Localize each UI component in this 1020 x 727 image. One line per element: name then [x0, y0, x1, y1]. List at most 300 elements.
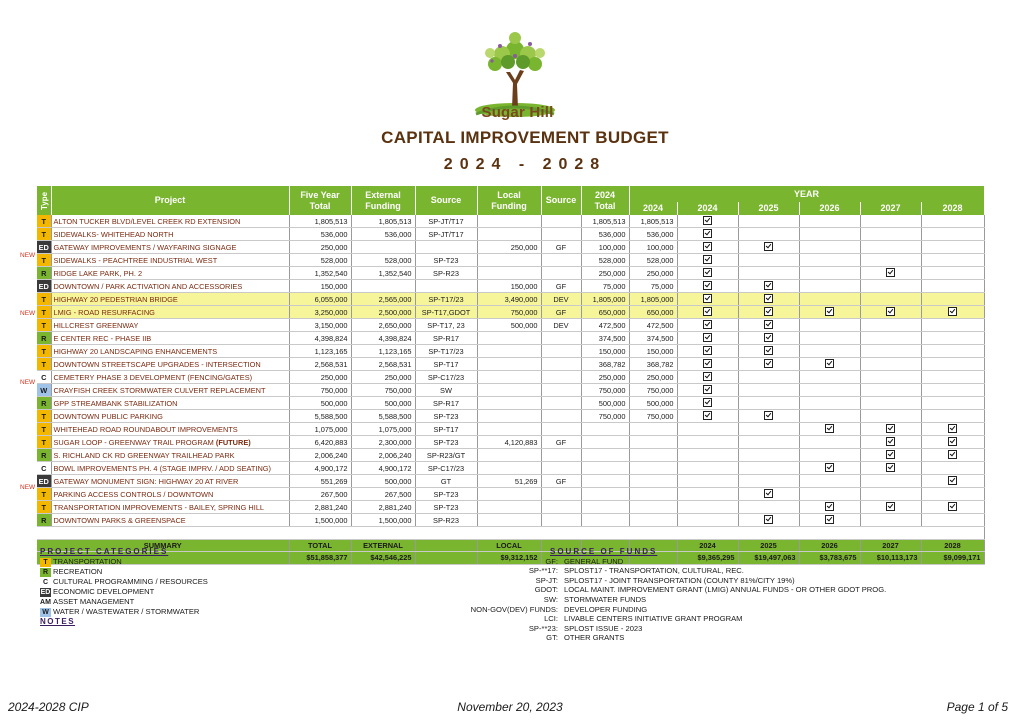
year-check-cell [921, 319, 984, 332]
year-check-cell [921, 436, 984, 449]
year-2024-amount: 1,805,513 [629, 215, 677, 228]
checkbox-icon [703, 320, 712, 329]
year-check-cell [799, 475, 860, 488]
checkbox-icon [703, 294, 712, 303]
year-check-cell [738, 345, 799, 358]
table-row [37, 267, 984, 280]
source-item [430, 557, 900, 567]
category-code: T [40, 558, 51, 567]
year-check-cell [921, 501, 984, 514]
total-2024: 368,782 [581, 358, 629, 371]
source-value: DEVELOPER FUNDING [564, 604, 648, 614]
summary-year-label: 2025 [738, 539, 799, 552]
year-2024-amount: 472,500 [629, 319, 677, 332]
checkbox-icon [948, 424, 957, 433]
summary-year-label: 2027 [860, 539, 921, 552]
external-funding: 2,500,000 [351, 306, 415, 319]
year-check-cell [860, 358, 921, 371]
year-check-cell [799, 488, 860, 501]
project-name [51, 449, 289, 462]
summary-year-total: $10,113,173 [860, 552, 921, 565]
col-source: Source [415, 186, 477, 215]
external-funding: 1,500,000 [351, 514, 415, 527]
checkbox-icon [764, 515, 773, 524]
category-label: TRANSPORTATION [53, 556, 122, 566]
year-check-cell [677, 293, 738, 306]
funding-source: SW [415, 384, 477, 397]
new-tag: NEW [20, 309, 36, 317]
year-check-cell [799, 436, 860, 449]
year-2024-amount: 100,000 [629, 241, 677, 254]
year-check-cell [799, 397, 860, 410]
year-check-cell [799, 462, 860, 475]
year-check-cell [799, 449, 860, 462]
year-check-cell [738, 475, 799, 488]
category-item [40, 567, 300, 577]
year-check-cell [677, 423, 738, 436]
checkbox-icon [703, 216, 712, 225]
project-name [51, 319, 289, 332]
source-value: LIVABLE CENTERS INITIATIVE GRANT PROGRAM [564, 614, 743, 624]
new-tag: NEW [20, 483, 36, 491]
category-item [40, 587, 300, 597]
total-2024: 472,500 [581, 319, 629, 332]
year-check-cell [738, 449, 799, 462]
local-source: GF [541, 475, 581, 488]
type-code: R [37, 514, 51, 527]
source-value: OTHER GRANTS [564, 633, 625, 643]
col-year-group: YEAR [629, 186, 984, 202]
summary-local: $9,312,152 [477, 552, 541, 565]
summary-year-total: $9,365,295 [677, 552, 738, 565]
checkbox-icon [825, 515, 834, 524]
year-check-cell [677, 319, 738, 332]
project-label: BOWL IMPROVEMENTS PH. 4 (STAGE IMPRV. / ADD SEATING) [53, 463, 272, 473]
type-code: W [37, 384, 51, 397]
year-check-cell [799, 358, 860, 371]
summary-label: SUMMARY [37, 539, 289, 552]
funding-source [415, 280, 477, 293]
local-source: DEV [541, 319, 581, 332]
five-year-total: 2,881,240 [289, 501, 351, 514]
year-check-cell [738, 228, 799, 241]
source-key: SP-**17: [528, 566, 558, 576]
funding-source: SP-C17/23 [415, 462, 477, 475]
year-check-cell [799, 423, 860, 436]
year-check-cell [677, 410, 738, 423]
year-check-cell [677, 436, 738, 449]
type-code: R [37, 267, 51, 280]
local-source [541, 358, 581, 371]
summary-year-total: $3,783,675 [799, 552, 860, 565]
project-name [51, 423, 289, 436]
year-check-cell [677, 514, 738, 527]
year-check-cell [799, 293, 860, 306]
type-code: ED [37, 475, 51, 488]
external-funding: 250,000 [351, 371, 415, 384]
col-year-1: 2024 [677, 202, 738, 215]
project-name [51, 215, 289, 228]
year-check-cell [799, 280, 860, 293]
local-funding: 250,000 [477, 241, 541, 254]
year-check-cell [860, 423, 921, 436]
checkbox-icon [825, 359, 834, 368]
type-code: T [37, 358, 51, 371]
table-row [37, 436, 984, 449]
year-check-cell [799, 514, 860, 527]
year-check-cell [921, 371, 984, 384]
external-funding: 4,398,824 [351, 332, 415, 345]
year-check-cell [860, 293, 921, 306]
external-funding [351, 241, 415, 254]
year-check-cell [921, 267, 984, 280]
year-check-cell [677, 397, 738, 410]
source-item [430, 585, 900, 595]
local-funding [477, 254, 541, 267]
category-code: C [40, 578, 51, 587]
checkbox-icon [703, 372, 712, 381]
total-2024 [581, 475, 629, 488]
year-check-cell [677, 228, 738, 241]
type-code: T [37, 228, 51, 241]
year-check-cell [860, 449, 921, 462]
five-year-total: 4,900,172 [289, 462, 351, 475]
local-source [541, 410, 581, 423]
local-funding [477, 501, 541, 514]
external-funding: 2,006,240 [351, 449, 415, 462]
local-source [541, 462, 581, 475]
five-year-total: 267,500 [289, 488, 351, 501]
col-year-3: 2026 [799, 202, 860, 215]
local-source: GF [541, 436, 581, 449]
funding-source: SP-R17 [415, 332, 477, 345]
source-heading: SOURCE OF FUNDS [550, 547, 658, 556]
project-name [51, 293, 289, 306]
external-funding: 500,000 [351, 397, 415, 410]
year-check-cell [738, 371, 799, 384]
category-item [40, 557, 300, 567]
year-check-cell [921, 228, 984, 241]
local-funding [477, 514, 541, 527]
five-year-total: 150,000 [289, 280, 351, 293]
project-label: CEMETERY PHASE 3 DEVELOPMENT (FENCING/GATES) [53, 372, 253, 382]
five-year-total: 528,000 [289, 254, 351, 267]
five-year-total: 551,269 [289, 475, 351, 488]
checkbox-icon [764, 489, 773, 498]
five-year-total: 1,352,540 [289, 267, 351, 280]
year-check-cell [738, 488, 799, 501]
col-2024-total: 2024 Total [581, 186, 629, 215]
checkbox-icon [764, 411, 773, 420]
year-check-cell [860, 215, 921, 228]
source-key: SP-JT: [535, 575, 558, 585]
year-2024-amount: 250,000 [629, 267, 677, 280]
total-2024 [581, 488, 629, 501]
local-source: GF [541, 241, 581, 254]
project-label: ALTON TUCKER BLVD/LEVEL CREEK RD EXTENSION [53, 216, 241, 226]
summary-local-label: LOCAL [477, 539, 541, 552]
local-funding [477, 488, 541, 501]
year-check-cell [799, 267, 860, 280]
year-check-cell [677, 241, 738, 254]
project-name [51, 462, 289, 475]
footer-left: 2024-2028 CIP [8, 700, 89, 714]
year-2024-amount [629, 475, 677, 488]
year-check-cell [677, 332, 738, 345]
table-row [37, 280, 984, 293]
checkbox-icon [764, 242, 773, 251]
year-check-cell [677, 306, 738, 319]
year-check-cell [921, 306, 984, 319]
checkbox-icon [825, 424, 834, 433]
year-check-cell [860, 514, 921, 527]
col-year-2: 2025 [738, 202, 799, 215]
type-code: T [37, 215, 51, 228]
funding-source: SP-T23 [415, 410, 477, 423]
checkbox-icon [703, 333, 712, 342]
year-check-cell [677, 254, 738, 267]
project-label: TRANSPORTATION IMPROVEMENTS - BAILEY, SPRING HILL [53, 502, 265, 512]
new-tag: NEW [20, 251, 36, 259]
funding-source: SP-C17/23 [415, 371, 477, 384]
five-year-total: 3,150,000 [289, 319, 351, 332]
local-source [541, 514, 581, 527]
local-funding [477, 332, 541, 345]
project-label: CRAYFISH CREEK STORMWATER CULVERT REPLACEMENT [53, 385, 266, 395]
type-code: C [37, 462, 51, 475]
year-check-cell [738, 397, 799, 410]
checkbox-icon [764, 294, 773, 303]
project-name [51, 345, 289, 358]
funding-source: SP-JT/T17 [415, 215, 477, 228]
local-source [541, 267, 581, 280]
year-check-cell [738, 501, 799, 514]
local-source [541, 488, 581, 501]
five-year-total: 536,000 [289, 228, 351, 241]
type-code: ED [37, 241, 51, 254]
summary-year-total: $9,099,171 [921, 552, 984, 565]
year-2024-amount: 500,000 [629, 397, 677, 410]
table-row [37, 345, 984, 358]
type-code: R [37, 449, 51, 462]
project-label: DOWNTOWN / PARK ACTIVATION AND ACCESSORIES [53, 281, 243, 291]
year-check-cell [738, 436, 799, 449]
year-check-cell [738, 319, 799, 332]
checkbox-icon [948, 476, 957, 485]
year-check-cell [799, 215, 860, 228]
source-value: GENERAL FUND [564, 556, 624, 566]
year-check-cell [921, 345, 984, 358]
col-year-0: 2024 [629, 202, 677, 215]
project-name [51, 228, 289, 241]
total-2024: 374,500 [581, 332, 629, 345]
total-2024 [581, 462, 629, 475]
local-source [541, 384, 581, 397]
local-source [541, 371, 581, 384]
funding-source: SP-R17 [415, 397, 477, 410]
year-check-cell [738, 410, 799, 423]
year-check-cell [860, 410, 921, 423]
project-name [51, 475, 289, 488]
checkbox-icon [948, 502, 957, 511]
year-check-cell [921, 423, 984, 436]
total-2024 [581, 514, 629, 527]
five-year-total: 500,000 [289, 397, 351, 410]
source-item [430, 605, 900, 615]
year-check-cell [860, 501, 921, 514]
year-2024-amount: 750,000 [629, 384, 677, 397]
funding-source: SP-JT/T17 [415, 228, 477, 241]
year-check-cell [738, 215, 799, 228]
year-check-cell [921, 293, 984, 306]
total-2024: 750,000 [581, 384, 629, 397]
type-code: T [37, 488, 51, 501]
table-row [37, 397, 984, 410]
project-name [51, 436, 289, 449]
local-funding [477, 267, 541, 280]
checkbox-icon [886, 502, 895, 511]
brand-name: Sugar Hill [481, 104, 554, 121]
summary-total: $51,858,377 [289, 552, 351, 565]
year-2024-amount: 250,000 [629, 371, 677, 384]
table-row [37, 319, 984, 332]
external-funding: 1,352,540 [351, 267, 415, 280]
project-name [51, 267, 289, 280]
project-label: PARKING ACCESS CONTROLS / DOWNTOWN [53, 489, 214, 499]
summary-year-label: 2026 [799, 539, 860, 552]
checkbox-icon [764, 281, 773, 290]
project-name [51, 371, 289, 384]
year-check-cell [799, 371, 860, 384]
total-2024: 150,000 [581, 345, 629, 358]
year-check-cell [921, 384, 984, 397]
checkbox-icon [703, 307, 712, 316]
source-value: SPLOST17 - TRANSPORTATION, CULTURAL, REC. [564, 566, 744, 576]
col-source-local: Source [541, 186, 581, 215]
checkbox-icon [948, 437, 957, 446]
year-check-cell [677, 449, 738, 462]
year-check-cell [738, 514, 799, 527]
checkbox-icon [886, 307, 895, 316]
project-label: S. RICHLAND CK RD GREENWAY TRAILHEAD PARK [53, 450, 235, 460]
year-check-cell [738, 267, 799, 280]
category-item [40, 607, 300, 617]
year-2024-amount [629, 501, 677, 514]
year-check-cell [738, 423, 799, 436]
five-year-total: 250,000 [289, 241, 351, 254]
local-source [541, 215, 581, 228]
external-funding: 2,881,240 [351, 501, 415, 514]
funding-source: SP-T17/23 [415, 345, 477, 358]
table-row [37, 501, 984, 514]
source-value: LOCAL MAINT. IMPROVEMENT GRANT (LMIG) ANNUAL FUNDS - OR OTHER GDOT PROG. [564, 585, 887, 595]
year-check-cell [799, 345, 860, 358]
project-label: SIDEWALKS - PEACHTREE INDUSTRIAL WEST [53, 255, 218, 265]
project-label: WHITEHEAD ROAD ROUNDABOUT IMPROVEMENTS [53, 424, 238, 434]
year-check-cell [738, 462, 799, 475]
table-row [37, 475, 984, 488]
summary-total-label: TOTAL [289, 539, 351, 552]
year-check-cell [799, 241, 860, 254]
external-funding: 1,805,513 [351, 215, 415, 228]
checkbox-icon [764, 346, 773, 355]
category-code: ED [40, 588, 51, 596]
new-tag: NEW [20, 379, 36, 387]
type-code: T [37, 436, 51, 449]
local-funding [477, 397, 541, 410]
project-name [51, 280, 289, 293]
year-check-cell [677, 371, 738, 384]
year-check-cell [677, 488, 738, 501]
funding-source: SP-R23/GT [415, 449, 477, 462]
category-label: RECREATION [53, 566, 103, 576]
year-2024-amount [629, 514, 677, 527]
checkbox-icon [703, 385, 712, 394]
table-row [37, 215, 984, 228]
year-check-cell [860, 254, 921, 267]
type-code: R [37, 332, 51, 345]
checkbox-icon [886, 463, 895, 472]
five-year-total: 3,250,000 [289, 306, 351, 319]
type-code: T [37, 254, 51, 267]
year-check-cell [738, 332, 799, 345]
table-row [37, 254, 984, 267]
source-item [430, 576, 900, 586]
year-check-cell [738, 306, 799, 319]
year-check-cell [799, 501, 860, 514]
local-funding: 3,490,000 [477, 293, 541, 306]
table-row [37, 384, 984, 397]
col-type: Type [37, 186, 51, 215]
five-year-total: 1,500,000 [289, 514, 351, 527]
category-legend [40, 547, 300, 626]
project-name [51, 514, 289, 527]
project-name [51, 501, 289, 514]
year-range: 2024 - 2028 [443, 156, 607, 173]
external-funding: 2,300,000 [351, 436, 415, 449]
table-row [37, 514, 984, 527]
source-key: LCI: [544, 614, 558, 624]
category-code: W [40, 608, 51, 617]
source-item [430, 566, 900, 576]
local-source [541, 345, 581, 358]
checkbox-icon [886, 437, 895, 446]
category-label: ASSET MANAGEMENT [53, 596, 135, 606]
year-check-cell [860, 345, 921, 358]
year-check-cell [860, 306, 921, 319]
year-check-cell [677, 384, 738, 397]
funding-source: GT [415, 475, 477, 488]
year-2024-amount: 1,805,000 [629, 293, 677, 306]
table-row [37, 293, 984, 306]
external-funding: 750,000 [351, 384, 415, 397]
type-code: T [37, 306, 51, 319]
year-2024-amount [629, 436, 677, 449]
source-value: SPLOST17 - JOINT TRANSPORTATION (COUNTY 81%/CITY 19%) [564, 575, 795, 585]
total-2024: 650,000 [581, 306, 629, 319]
local-source: DEV [541, 293, 581, 306]
project-name [51, 332, 289, 345]
source-item [430, 624, 900, 634]
year-check-cell [921, 358, 984, 371]
checkbox-icon [703, 411, 712, 420]
category-label: WATER / WASTEWATER / STORMWATER [53, 606, 200, 616]
summary-year-label: 2024 [677, 539, 738, 552]
total-2024 [581, 449, 629, 462]
source-key: SW: [543, 594, 558, 604]
funding-source: SP-T23 [415, 488, 477, 501]
five-year-total: 2,006,240 [289, 449, 351, 462]
